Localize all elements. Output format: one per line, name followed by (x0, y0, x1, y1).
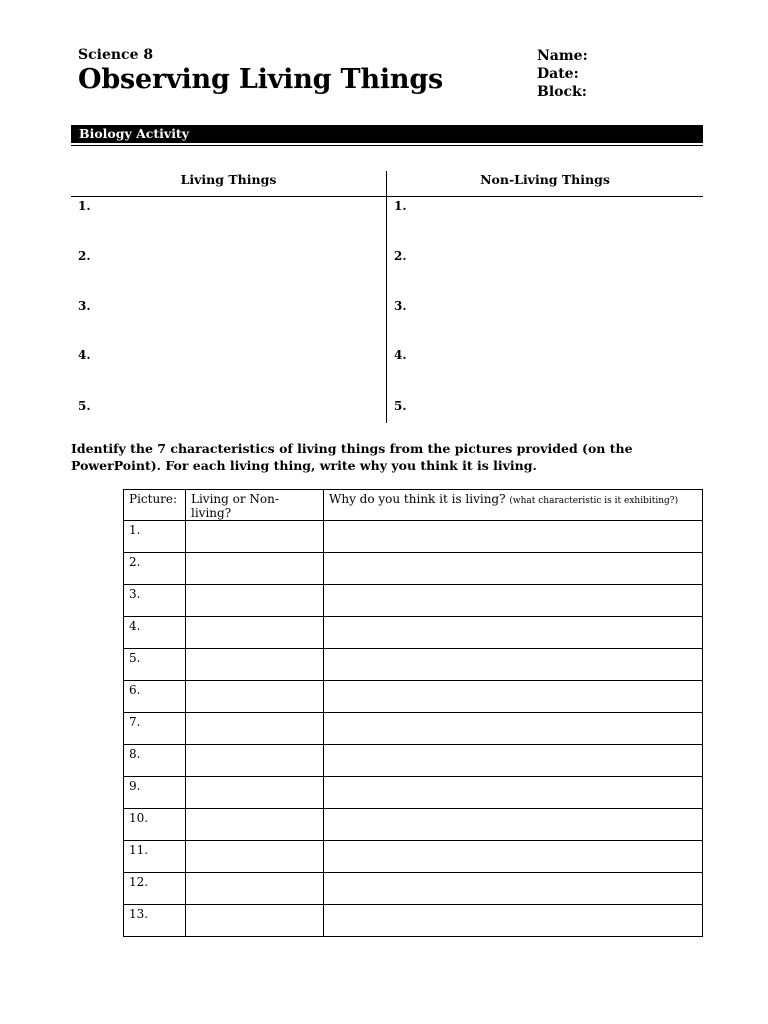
picture-number-cell: 1. (124, 521, 186, 553)
date-label: Date: (537, 66, 579, 82)
non-living-item-1: 1. (394, 199, 407, 213)
page-title: Observing Living Things (78, 64, 444, 95)
why-answer-cell[interactable] (324, 841, 703, 873)
living-answer-cell[interactable] (186, 841, 324, 873)
picture-number-cell: 2. (124, 553, 186, 585)
picture-number-cell: 8. (124, 745, 186, 777)
picture-number-cell: 10. (124, 809, 186, 841)
picture-number-cell: 4. (124, 617, 186, 649)
why-answer-cell[interactable] (324, 809, 703, 841)
non-living-things-header: Non-Living Things (480, 172, 610, 187)
living-answer-cell[interactable] (186, 745, 324, 777)
why-answer-cell[interactable] (324, 553, 703, 585)
non-living-item-4: 4. (394, 348, 407, 362)
table-row (124, 713, 703, 745)
banner-underline (71, 145, 703, 146)
why-answer-cell[interactable] (324, 713, 703, 745)
living-item-3: 3. (78, 299, 91, 313)
non-living-item-2: 2. (394, 249, 407, 263)
why-answer-cell[interactable] (324, 617, 703, 649)
instructions-text: Identify the 7 characteristics of living things from the pictures provided (on the PowerPoint). For each living thing, write why you think it is living. (71, 441, 633, 473)
header-divider (71, 196, 703, 197)
why-answer-cell[interactable] (324, 585, 703, 617)
section-banner: Biology Activity (71, 125, 703, 143)
picture-column-header: Picture: (124, 490, 186, 521)
observation-table (123, 489, 703, 937)
living-answer-cell[interactable] (186, 649, 324, 681)
living-things-header: Living Things (180, 172, 277, 187)
table-row (124, 745, 703, 777)
living-answer-cell[interactable] (186, 777, 324, 809)
table-row (124, 905, 703, 937)
why-answer-cell[interactable] (324, 681, 703, 713)
living-item-2: 2. (78, 249, 91, 263)
living-answer-cell[interactable] (186, 681, 324, 713)
living-answer-cell[interactable] (186, 713, 324, 745)
living-column-header: Living or Non-living? (186, 490, 324, 521)
why-column-header (324, 490, 703, 521)
living-item-4: 4. (78, 348, 91, 362)
picture-number-cell: 6. (124, 681, 186, 713)
table-row (124, 553, 703, 585)
name-label: Name: (537, 48, 588, 64)
why-header-hint: (what characteristic is it exhibiting?) (509, 496, 679, 506)
picture-number-cell: 12. (124, 873, 186, 905)
picture-number-cell: 13. (124, 905, 186, 937)
student-info (537, 47, 588, 101)
table-row (124, 777, 703, 809)
living-answer-cell[interactable] (186, 521, 324, 553)
non-living-item-3: 3. (394, 299, 407, 313)
table-row (124, 521, 703, 553)
table-row (124, 841, 703, 873)
table-row (124, 681, 703, 713)
column-divider (386, 171, 387, 423)
course-label: Science 8 (78, 47, 154, 63)
table-row (124, 809, 703, 841)
picture-number-cell: 5. (124, 649, 186, 681)
table-row (124, 649, 703, 681)
picture-number-cell: 11. (124, 841, 186, 873)
non-living-item-5: 5. (394, 399, 407, 413)
table-row (124, 873, 703, 905)
why-answer-cell[interactable] (324, 905, 703, 937)
why-answer-cell[interactable] (324, 745, 703, 777)
why-answer-cell[interactable] (324, 521, 703, 553)
block-label: Block: (537, 84, 587, 100)
living-item-1: 1. (78, 199, 91, 213)
living-answer-cell[interactable] (186, 617, 324, 649)
picture-number-cell: 3. (124, 585, 186, 617)
living-answer-cell[interactable] (186, 585, 324, 617)
table-header-row (124, 490, 703, 521)
picture-number-cell: 7. (124, 713, 186, 745)
why-header-text: Why do you think it is living? (329, 492, 506, 506)
living-item-5: 5. (78, 399, 91, 413)
why-answer-cell[interactable] (324, 777, 703, 809)
living-answer-cell[interactable] (186, 553, 324, 585)
living-answer-cell[interactable] (186, 873, 324, 905)
why-answer-cell[interactable] (324, 649, 703, 681)
table-row (124, 585, 703, 617)
why-answer-cell[interactable] (324, 873, 703, 905)
living-answer-cell[interactable] (186, 905, 324, 937)
table-row (124, 617, 703, 649)
living-answer-cell[interactable] (186, 809, 324, 841)
picture-number-cell: 9. (124, 777, 186, 809)
